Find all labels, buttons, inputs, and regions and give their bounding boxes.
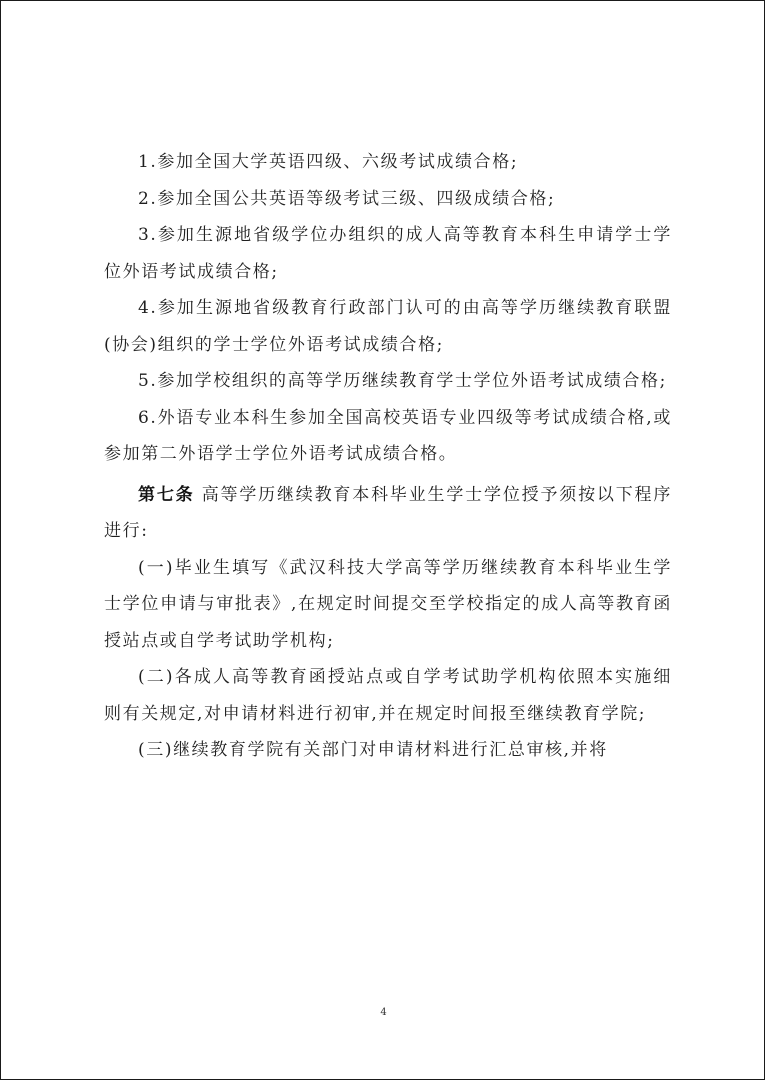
- article-7-heading: 第七条: [138, 484, 195, 505]
- step-3: (三)继续教育学院有关部门对申请材料进行汇总审核,并将: [138, 740, 608, 760]
- article-7-paragraph: [104, 477, 672, 550]
- step-1: (一)毕业生填写《武汉科技大学高等学历继续教育本科毕业生学士学位申请与审批表》,在规定时间提交至学校指定的成人高等教育函授站点或自学考试助学机构;: [104, 557, 672, 651]
- step-2: (二)各成人高等教育函授站点或自学考试助学机构依照本实施细则有关规定,对申请材料进行初审,并在规定时间报至继续教育学院;: [104, 667, 672, 724]
- list-item-3: 3.参加生源地省级学位办组织的成人高等教育本科生申请学士学位外语考试成绩合格;: [104, 225, 672, 282]
- list-item-4: 4.参加生源地省级教育行政部门认可的由高等学历继续教育联盟(协会)组织的学士学位外语考试成绩合格;: [104, 298, 672, 355]
- list-item-5: 5.参加学校组织的高等学历继续教育学士学位外语考试成绩合格;: [138, 371, 667, 391]
- page-number: 4: [380, 1007, 387, 1018]
- list-item-6: 6.外语专业本科生参加全国高校英语专业四级等考试成绩合格,或参加第二外语学士学位外语考试成绩合格。: [104, 407, 672, 464]
- article-7-text: 高等学历继续教育本科毕业生学士学位授予须按以下程序进行:: [104, 484, 672, 541]
- list-item-1: 1.参加全国大学英语四级、六级考试成绩合格;: [138, 152, 519, 172]
- document-body: [104, 144, 672, 769]
- list-item-2: 2.参加全国公共英语等级考试三级、四级成绩合格;: [138, 188, 556, 209]
